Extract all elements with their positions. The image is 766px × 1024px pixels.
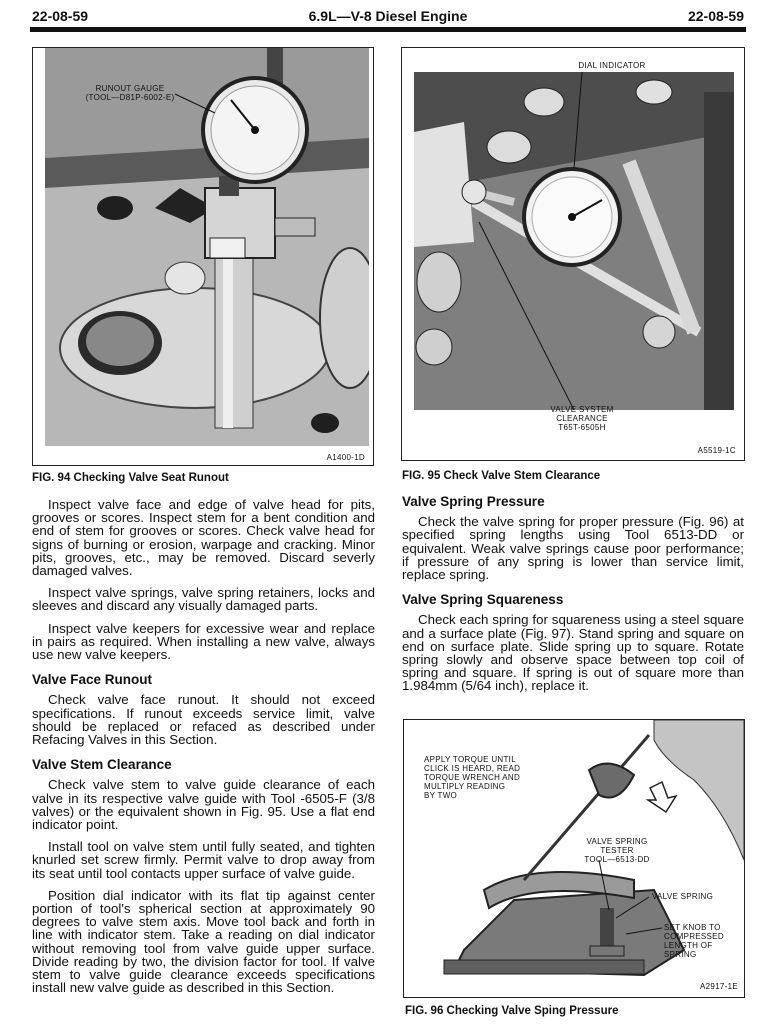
page-number-left: 22-08-59: [32, 8, 89, 24]
valve-seat-runout-photo: [45, 48, 369, 446]
callout-clearance-line-1: VALVE SYSTEM: [550, 405, 614, 414]
callout-valve-system-clearance: [537, 405, 627, 432]
callout-valve-spring-tester: [576, 837, 658, 864]
callout-tester-line-1: VALVE SPRING: [586, 837, 648, 846]
heading-valve-stem-clearance: Valve Stem Clearance: [32, 757, 172, 773]
figure-94-caption: FIG. 94 Checking Valve Seat Runout: [32, 472, 229, 484]
paragraph-valve-spring-squareness: Check each spring for squareness using a steel square and a surface plate (Fig. 97). Stand spring and square on end on surface plate. Slide spring up to square. Rotate spring slowly and observe space between top coil of spring and square. If spring is out of square more than 1.984mm (5/64 inch), replace it.: [402, 612, 744, 694]
paragraph-valve-spring-pressure: Check the valve spring for proper pressure (Fig. 96) at specified spring lengths using Tool 6513-DD or equivalent. Weak valve springs cause poor performance; if pressure of any spring is lower than service limit, replace spring.: [402, 514, 744, 583]
callout-tester-line-3: TOOL—6513-DD: [584, 855, 650, 864]
callout-torque-line-4: MULTIPLY READING: [424, 782, 506, 791]
heading-valve-spring-squareness: Valve Spring Squareness: [402, 592, 564, 608]
figure-95: [401, 47, 745, 461]
heading-valve-spring-pressure: Valve Spring Pressure: [402, 494, 545, 509]
callout-runout-gauge-tool: (TOOL—D81P-6002-E): [85, 93, 175, 102]
figure-95-caption: FIG. 95 Check Valve Stem Clearance: [402, 470, 601, 482]
left-column-text: [32, 498, 375, 1004]
paragraph-install-tool: Install tool on valve stem until fully seated, and tighten knurled set screw firmly. Permit valve to drop away from its seat until tool contacts upper surface of valve guide.: [32, 839, 375, 881]
header-rule: [30, 27, 746, 32]
callout-clearance-line-2: CLEARANCE: [556, 414, 608, 423]
callout-runout-gauge-label: RUNOUT GAUGE: [95, 84, 165, 93]
valve-stem-clearance-photo: [414, 72, 734, 410]
figure-95-code: A5519-1C: [697, 446, 736, 455]
callout-clearance-line-3: T65T-6505H: [558, 423, 606, 432]
paragraph-inspect-valve-springs: Inspect valve springs, valve spring retainers, locks and sleeves and discard any visually damaged parts.: [32, 585, 375, 614]
callout-apply-torque: [424, 755, 564, 800]
callout-torque-line-1: APPLY TORQUE UNTIL: [424, 755, 516, 764]
figure-96-caption: FIG. 96 Checking Valve Sping Pressure: [405, 1005, 619, 1017]
section-title: 6.9L—V-8 Diesel Engine: [308, 8, 468, 24]
paragraph-position-dial-indicator: Position dial indicator with its flat tip against center portion of tool's spherical section at approximately 90 degrees to valve stem axis. Move tool back and forth in line with indicator stem. Take a reading on dial indicator without removing tool from valve guide upper surface. Divide reading by two, the division factor for tool. If valve stem to valve guide clearance exceeds specifications install new valve guide as described in this Section.: [32, 887, 375, 996]
heading-valve-face-runout: Valve Face Runout: [32, 672, 153, 688]
valve-seat-runout-illustration: [45, 48, 369, 446]
callout-knob-line-2: COMPRESSED: [664, 932, 724, 941]
callout-torque-line-3: TORQUE WRENCH AND: [424, 773, 521, 782]
figure-94-code: A1400-1D: [326, 453, 365, 462]
paragraph-check-stem-clearance: Check valve stem to valve guide clearance of each valve in its respective valve guide with Tool -6505-F (3/8 valves) or the equivalent shown in Fig. 95. Use a flat end indicator point.: [32, 777, 375, 833]
callout-runout-gauge: [75, 84, 185, 102]
callout-set-knob: [664, 923, 742, 959]
figure-94: [32, 47, 374, 466]
figure-96: [403, 719, 745, 998]
paragraph-valve-face-runout: Check valve face runout. It should not exceed specifications. If runout exceeds service limit, valve should be replaced or refaced as described under Refacing Valves in this Section.: [32, 692, 375, 748]
callout-torque-line-5: BY TWO: [424, 791, 458, 800]
right-column-text: [402, 495, 744, 702]
callout-valve-spring: VALVE SPRING: [652, 892, 714, 901]
callout-tester-line-2: TESTER: [600, 846, 634, 855]
paragraph-inspect-valve-keepers: Inspect valve keepers for excessive wear and replace in pairs as required. When installing a new valve, always use new valve keepers.: [32, 620, 375, 663]
valve-stem-clearance-illustration: [414, 72, 734, 410]
callout-knob-line-1: SET KNOB TO: [664, 923, 721, 932]
figure-96-code: A2917-1E: [700, 982, 738, 991]
callout-knob-line-3: LENGTH OF SPRING: [664, 941, 713, 959]
paragraph-inspect-valve-face: Inspect valve face and edge of valve head for pits, grooves or scores. Inspect stem for a bent condition and end of stem for grooves or scores. Check valve head for signs of burning or erosion, warpage and cracking. Minor pits, grooves, etc., may be removed. Discard severly damaged valves.: [32, 497, 375, 579]
callout-dial-indicator: DIAL INDICATOR: [578, 61, 646, 70]
page-number-right: 22-08-59: [687, 8, 744, 24]
callout-torque-line-2: CLICK IS HEARD, READ: [424, 764, 521, 773]
page-header: [30, 8, 746, 28]
